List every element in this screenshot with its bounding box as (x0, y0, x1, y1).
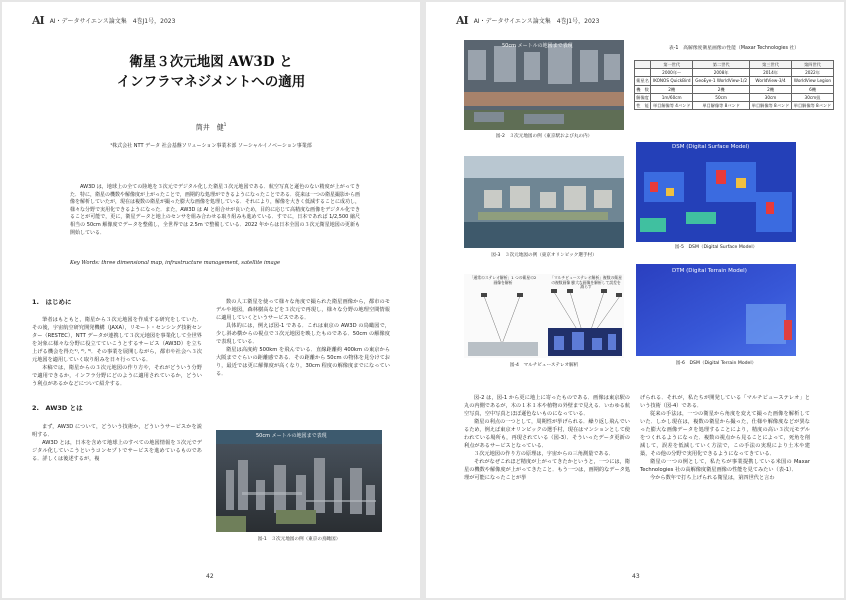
left-column-1 (32, 298, 202, 463)
paragraph: 衛星は高度約 500km を飛んでいる．直線距離約 400km の東京から大阪までぐらいの距離感である．その距離から 50cm の物体を見分けており，最近では更に解像度が高くなり，30cm 程度の解像度までになっている． (216, 347, 390, 378)
satellite-spec-table (634, 60, 834, 110)
affiliation: ¹株式会社 NTT データ 社会基盤ソリューション事業本部 ソーシャルイノベーション事業部 (110, 143, 312, 149)
figure-2-caption: 図-2 ３次元地図の例（東京駅および丸の内） (495, 134, 593, 139)
paragraph: げられる．それが，私たちが開発している「マルチビューステレオ」という技術（図-4）である． (640, 395, 810, 410)
running-header (32, 14, 175, 27)
running-header (456, 14, 599, 27)
page-number: 43 (632, 573, 640, 580)
author-mark: 1 (223, 122, 227, 127)
figure-4-label-left: 「通常のステレオ解析」1 つの衛星の2画像を解析 (469, 275, 537, 285)
page-left (2, 2, 420, 598)
table-cell: 2機 (693, 85, 750, 93)
right-column-2 (640, 394, 810, 483)
figure-4-image (464, 274, 624, 358)
section-heading-1: 1. はじめに (32, 298, 72, 306)
table-cell: 30cm級 (792, 93, 834, 101)
journal-name: AI・データサイエンス論文集 4巻J1号，2023 (49, 18, 176, 25)
figure-5-overlay-text: DSM (Digital Surface Model) (672, 144, 750, 150)
table-cell: 2000年〜 (651, 69, 693, 77)
figure-5-caption: 図-5 DSM（Digital Surface Model） (674, 245, 758, 250)
table-cell: 30cm (750, 93, 792, 101)
figure-1-image (216, 430, 382, 532)
right-column-1 (464, 394, 630, 483)
figure-4-label-right: 「マルチビューステレオ解析」複数の衛星の複数画像 膨大な画像を解析して誤差を減らす (550, 275, 622, 290)
author-name: 筒井 健 (195, 123, 224, 132)
table-cell: 50cm (693, 93, 750, 101)
journal-name: AI・データサイエンス論文集 4巻J1号，2023 (473, 18, 600, 25)
table-cell (635, 69, 651, 77)
multiview-stereo-diagram (464, 274, 624, 358)
figure-6-overlay-text: DTM (Digital Terrain Model) (672, 268, 747, 274)
page-right (426, 2, 844, 598)
title-line-1: 衛星３次元地図 AW3D と (129, 54, 293, 70)
figure-6-caption: 図-6 DSM（Digital Terrain Model） (675, 361, 757, 366)
paragraph: ３次元地図の作り方の原理は，宇宙からの三角測量である． (474, 451, 615, 458)
paragraph: AW3D とは，日本を含めて地球上のすべての地図情報を３次元でデジタル化していこうというコンセプトでサービスを進めているものである．詳しくは後述するが，複 (32, 439, 202, 462)
table-header-row (635, 61, 834, 69)
figure-4-caption: 図-4 マルチビューステレオ解析 (509, 363, 579, 368)
table-cell: 単目解像等 8バンド (693, 102, 750, 110)
figure-1-caption: 図-1 ３次元地図の例（東京の鳥瞰図） (257, 537, 341, 542)
paragraph: 従来の手法は，一つの衛星から角度を変えて撮った画像を解析していた．しかし現在は，複数の衛星から撮った，仕様や解像度などが異なった膨大な画像データを処理することにより，精度の高い３次元モデルをつくれるようになった．複数の視点から見ることによって，死角を削減して，誤差を低減していく方法で，この手法の実現により土木や建築，その他の分野で実用化できるようになってきている． (640, 411, 810, 458)
paragraph: 衛星の利点の一つとして，周期性が挙げられる．繰り返し飛んでいるため，例えば東京オリンピックの選手村，現在はマンションとして使われている場所も，再現されている（図-3）．そういったデータ更新の利点があるサービスとなっている． (464, 419, 630, 450)
journal-logo: AI (456, 14, 468, 27)
table-header-cell: 第四世代 (792, 61, 834, 69)
table-row (635, 102, 834, 110)
table-cell: 衛星名 (636, 78, 649, 84)
left-column-2 (216, 298, 390, 378)
figure-5-image (636, 142, 796, 242)
table-cell: 1m/60cm (651, 93, 693, 101)
table-cell: 単目解像等 8バンド (792, 102, 834, 110)
abstract: AW3D は，地球上の全ての陸地を３次元でデジタル化した衛星３次元地図である．航空写真と遜色のない精度が上がってきた．特に，衛星の機数や解像度が上がったことで，画期的な処理ができるようになったことである．従来は一つの衛星撮影から画像を解析していたが，現在は複数の衛星が撮った膨大な画像を処理している．それにより，解像を大きく低減することに成功し，様々な分野で実用化できるようになった．また，AW3D は AI と組合せが良いため，目的に応じて高精度な画像をデジタル化できることが可能で，更に，衛星データと地上のセンサを組み合わせる取り組みも進めている．すでに，日本であれば 1/2,500 縮尺相当の 50cm 解像度でデータを整備し，全世界では 2.5m で整備している．2022 年からは日本全国の３次元衛星地図の更新も開始している． (70, 184, 361, 236)
table-cell: 2022年 (792, 69, 834, 77)
table-1-caption: 表-1 高解像度衛星画像の性能（Maxar Technologies 社） (668, 46, 800, 51)
journal-logo: AI (32, 14, 44, 27)
table-cell: 機 数 (636, 86, 649, 92)
paragraph: 図-2 は，図-1 から更に地上に寄ったものである．画像は東京駅の丸の内側であるが，木の１本１本や植物の外壁まで見える．いわゆる航空写真，空中写真とほぼ遜色ないものになっている． (464, 395, 631, 418)
paragraph: 本稿では，衛星からの３次元地図の作り方や，それがどういう分野で適用できるか，インフラ分野にどのように適用されているか，どういう利点があるかなどについて紹介する． (32, 365, 202, 388)
table-cell: WorldView-3/4 (750, 77, 792, 85)
table-cell: 6機 (792, 85, 834, 93)
paragraph: 筆者はもともと，衛星から３次元地図を作成する研究をしていた．その後，宇宙航空研究開発機構（JAXA），リモート・センシング技術センター（RESTEC），NTT データが連携して３次元地図を事業化して全世界を対象に様々な分野に役立てていこうとするサービス（AW3D）を立ち上げる機会を得た¹⁾, ²⁾, ³⁾．その事業を展開しながら，都市や社会へ３次元地図を適用していく取り組みを日々行っている． (32, 317, 202, 364)
figure-3-caption: 図-3 ３次元地図の例（東京オリンピック選手村） (491, 253, 597, 258)
table-cell: 性 能 (636, 103, 649, 109)
paragraph: 数の人工衛星を使って様々な角度で撮られた衛星画像から，都市のモデルや地図，森林樹高などを３次元で再現し，様々な分野の地理空間情報に適用していくというサービスである． (216, 299, 390, 322)
paragraph: まず，AW3D について，どういう技術か，どういうサービスかを説明する． (32, 423, 202, 438)
tokyo-station-image (464, 40, 624, 130)
table-cell: 解像度 (636, 94, 649, 100)
table-header-cell: 第一世代 (651, 61, 693, 69)
table-cell: WorldView Legion (792, 77, 834, 85)
paragraph: 具体的には，例えば図-1 である．これは東京の AW3D の鳥瞰図で，少し斜め横からの視点で３次元地図を映したものである．50cm の解像度で表現している． (216, 323, 390, 346)
table-cell: 単目解像等 8バンド (750, 102, 792, 110)
dsm-heatmap (636, 142, 796, 242)
table-row (635, 93, 834, 101)
table-cell: 2008年 (693, 69, 750, 77)
page-number: 42 (206, 573, 214, 580)
figure-1-overlay-text: 50cm メートルの地図まで表現 (256, 433, 327, 439)
table-cell: 2機 (651, 85, 693, 93)
figure-3-image (464, 156, 624, 248)
table-header-cell (635, 61, 651, 69)
table-cell: GeoEye-1 WorldView-1/2 (693, 77, 750, 85)
section-heading-2: 2. AW3D とは (32, 404, 83, 413)
table-cell: 2014年 (750, 69, 792, 77)
title-line-2: インフラマネジメントへの適用 (116, 74, 306, 90)
olympic-village-image (464, 156, 624, 248)
table-cell: 2機 (750, 85, 792, 93)
figure-2-overlay-text: 50cm メートルの地図まで表現 (502, 43, 573, 49)
keywords: Key Words: three dimensional map, infrastructure management, satellite image (70, 260, 281, 266)
paragraph: 衛星の一つの例として，私たちが事業提携している米国の Maxar Technologies 社の高解像度衛星画像の性能を見てみたい（表-1）． (640, 459, 810, 474)
dtm-heatmap (636, 264, 796, 356)
table-cell: 単目解像等 4バンド (651, 102, 693, 110)
city-aerial-image (216, 430, 382, 532)
table-row (635, 69, 834, 77)
table-header-cell: 第三世代 (750, 61, 792, 69)
figure-6-image (636, 264, 796, 356)
table-header-cell: 第二世代 (693, 61, 750, 69)
table-row (635, 85, 834, 93)
paragraph: それがなぜこれほど精度が上がってきたかというと，一つには，衛星の機数や解像度が上がってきたこと．もう一つは，画期的なデータ処理が可能になったことが挙 (464, 459, 631, 482)
figure-2-image (464, 40, 624, 130)
author (2, 122, 420, 132)
table-row (635, 77, 834, 85)
paragraph: 今から数年で打ち上げられる衛星は，第四世代と言わ (650, 475, 775, 482)
paper-title (2, 52, 420, 92)
table-cell: IKONOS QuickBird (651, 77, 693, 85)
